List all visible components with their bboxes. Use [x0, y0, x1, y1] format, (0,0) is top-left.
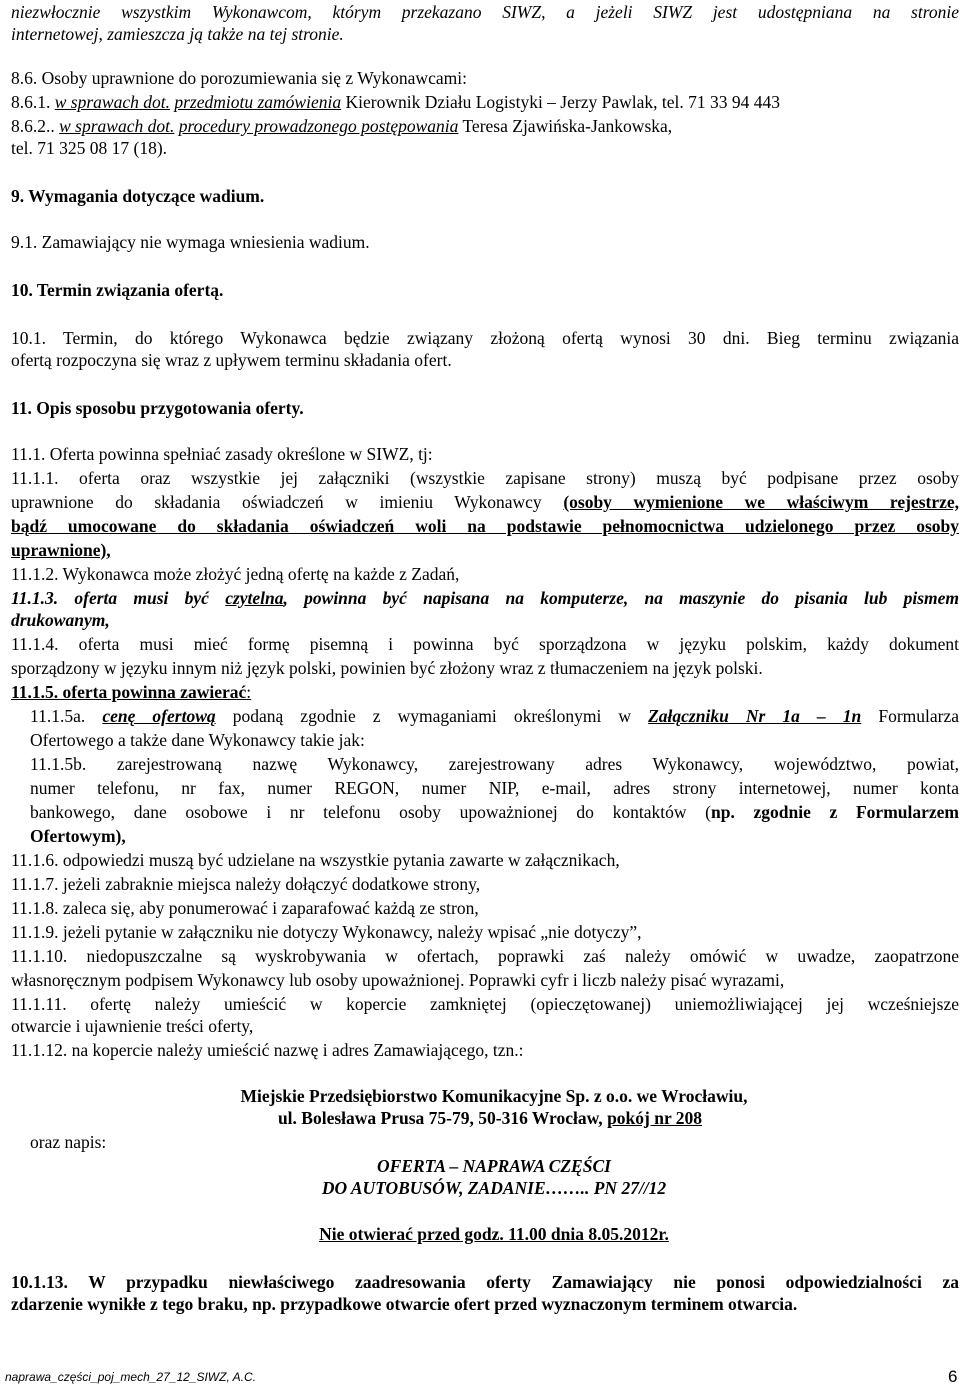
- text-line: drukowanym,: [11, 610, 110, 630]
- envelope-inscription-line: OFERTA – NAPRAWA CZĘŚCI: [377, 1156, 611, 1176]
- text-line: zdarzenie wynikłe z tego braku, np. przypadkowe otwarcie ofert przed wyznaczonym terminem otwarcia.: [11, 1294, 798, 1314]
- section-heading: 10. Termin związania ofertą.: [11, 280, 224, 300]
- text-line: sporządzony w języku innym niż język polski, powinien być złożony wraz z tłumaczeniem na język polski.: [11, 658, 763, 678]
- text-line: 11.1. Oferta powinna spełniać zasady określone w SIWZ, tj:: [11, 444, 433, 464]
- text-line: ofertą rozpoczyna się wraz z upływem terminu składania ofert.: [11, 350, 452, 370]
- text-line: 11.1.9. jeżeli pytanie w załączniku nie dotyczy Wykonawcy, należy wpisać „nie dotyczy”,: [11, 922, 642, 942]
- text-line: 10.1. Termin, do którego Wykonawca będzie związany złożoną ofertą wynosi 30 dni. Bieg terminu związania: [11, 328, 959, 348]
- text-line: 11.1.6. odpowiedzi muszą być udzielane na wszystkie pytania zawarte w załącznikach,: [11, 850, 620, 870]
- text-line: 11.1.12. na kopercie należy umieścić nazwę i adres Zamawiającego, tzn.:: [11, 1040, 524, 1060]
- text-line: 11.1.1. oferta oraz wszystkie jej załączniki (wszystkie zapisane strony) muszą być podpisane przez osoby: [11, 468, 959, 488]
- text-line: bądź umocowane do składania oświadczeń woli na podstawie pełnomocnictwa udzielonego przez osoby: [11, 516, 959, 536]
- text-line: 10.1.13. W przypadku niewłaściwego zaadresowania oferty Zamawiający nie ponosi odpowiedzialności za: [11, 1272, 959, 1292]
- text-line: 8.6.1. w sprawach dot. przedmiotu zamówienia Kierownik Działu Logistyki – Jerzy Pawlak, tel. 71 33 94 443: [11, 92, 780, 112]
- section-heading: 11. Opis sposobu przygotowania oferty.: [11, 398, 304, 418]
- text-line: 11.1.5b. zarejestrowaną nazwę Wykonawcy, zarejestrowany adres Wykonawcy, województwo, powiat,: [30, 754, 959, 774]
- text-line: 11.1.7. jeżeli zabraknie miejsca należy dołączyć dodatkowe strony,: [11, 874, 481, 894]
- text-line: otwarcie i ujawnienie treści oferty,: [11, 1016, 254, 1036]
- text-line: 11.1.5. oferta powinna zawierać:: [11, 682, 252, 702]
- footer-filename: naprawa_części_poj_mech_27_12_SIWZ, A.C.: [5, 1370, 257, 1384]
- section-heading: 9. Wymagania dotyczące wadium.: [11, 186, 265, 206]
- text-line: 11.1.4. oferta musi mieć formę pisemną i powinna być sporządzona w języku polskim, każdy dokument: [11, 634, 959, 654]
- text-line: 9.1. Zamawiający nie wymaga wniesienia wadium.: [11, 232, 370, 252]
- envelope-address-line: ul. Bolesława Prusa 75-79, 50-316 Wrocław, pokój nr 208: [277, 1108, 703, 1128]
- page-number: 6: [948, 1367, 958, 1386]
- text-line: oraz napis:: [30, 1132, 107, 1152]
- text-line: 11.1.5a. cenę ofertową podaną zgodnie z wymaganiami określonymi w Załączniku Nr 1a – 1n Formularza: [30, 706, 960, 726]
- text-line: numer telefonu, nr fax, numer REGON, numer NIP, e-mail, adres strony internetowej, numer konta: [30, 778, 959, 798]
- text-line: tel. 71 325 08 17 (18).: [11, 138, 168, 158]
- text-line: internetowej, zamieszcza ją także na tej stronie.: [11, 24, 344, 44]
- envelope-inscription-line: DO AUTOBUSÓW, ZADANIE…….. PN 27//12: [321, 1178, 667, 1198]
- text-line: bankowego, dane osobowe i nr telefonu osoby upoważnionej do kontaktów (np. zgodnie z Formularzem: [30, 802, 959, 822]
- text-line: niezwłocznie wszystkim Wykonawcom, którym przekazano SIWZ, a jeżeli SIWZ jest udostępniana na stronie: [11, 2, 959, 22]
- text-line: Ofertowym),: [30, 826, 126, 846]
- text-line: 11.1.11. ofertę należy umieścić w kopercie zamkniętej (opieczętowanej) uniemożliwiającej jej wcześniejsze: [11, 994, 959, 1014]
- text-line: 11.1.3. oferta musi być czytelna, powinna być napisana na komputerze, na maszynie do pisania lub pismem: [11, 588, 960, 608]
- envelope-inscription-line: Nie otwierać przed godz. 11.00 dnia 8.05.2012r.: [319, 1224, 669, 1244]
- text-line: własnoręcznym podpisem Wykonawcy lub osoby upoważnionej. Poprawki cyfr i liczb należy pisać wyrazami,: [11, 970, 785, 990]
- text-line: 11.1.2. Wykonawca może złożyć jedną ofertę na każde z Zadań,: [11, 564, 460, 584]
- text-line: Ofertowego a także dane Wykonawcy takie jak:: [30, 730, 365, 750]
- envelope-address-line: Miejskie Przedsiębiorstwo Komunikacyjne Sp. z o.o. we Wrocławiu,: [240, 1086, 748, 1106]
- text-line: uprawnione do składania oświadczeń w imieniu Wykonawcy (osoby wymienione we właściwym rejestrze,: [11, 492, 960, 512]
- text-line: 11.1.10. niedopuszczalne są wyskrobywania w ofertach, poprawki zaś należy omówić w uwadze, zaopatrzone: [11, 946, 959, 966]
- text-line: uprawnione),: [11, 540, 111, 560]
- section-heading: 8.6. Osoby uprawnione do porozumiewania się z Wykonawcami:: [11, 68, 467, 88]
- text-line: 8.6.2.. w sprawach dot. procedury prowadzonego postępowania Teresa Zjawińska-Jankowska,: [11, 116, 673, 136]
- text-line: 11.1.8. zaleca się, aby ponumerować i zaparafować każdą ze stron,: [11, 898, 479, 918]
